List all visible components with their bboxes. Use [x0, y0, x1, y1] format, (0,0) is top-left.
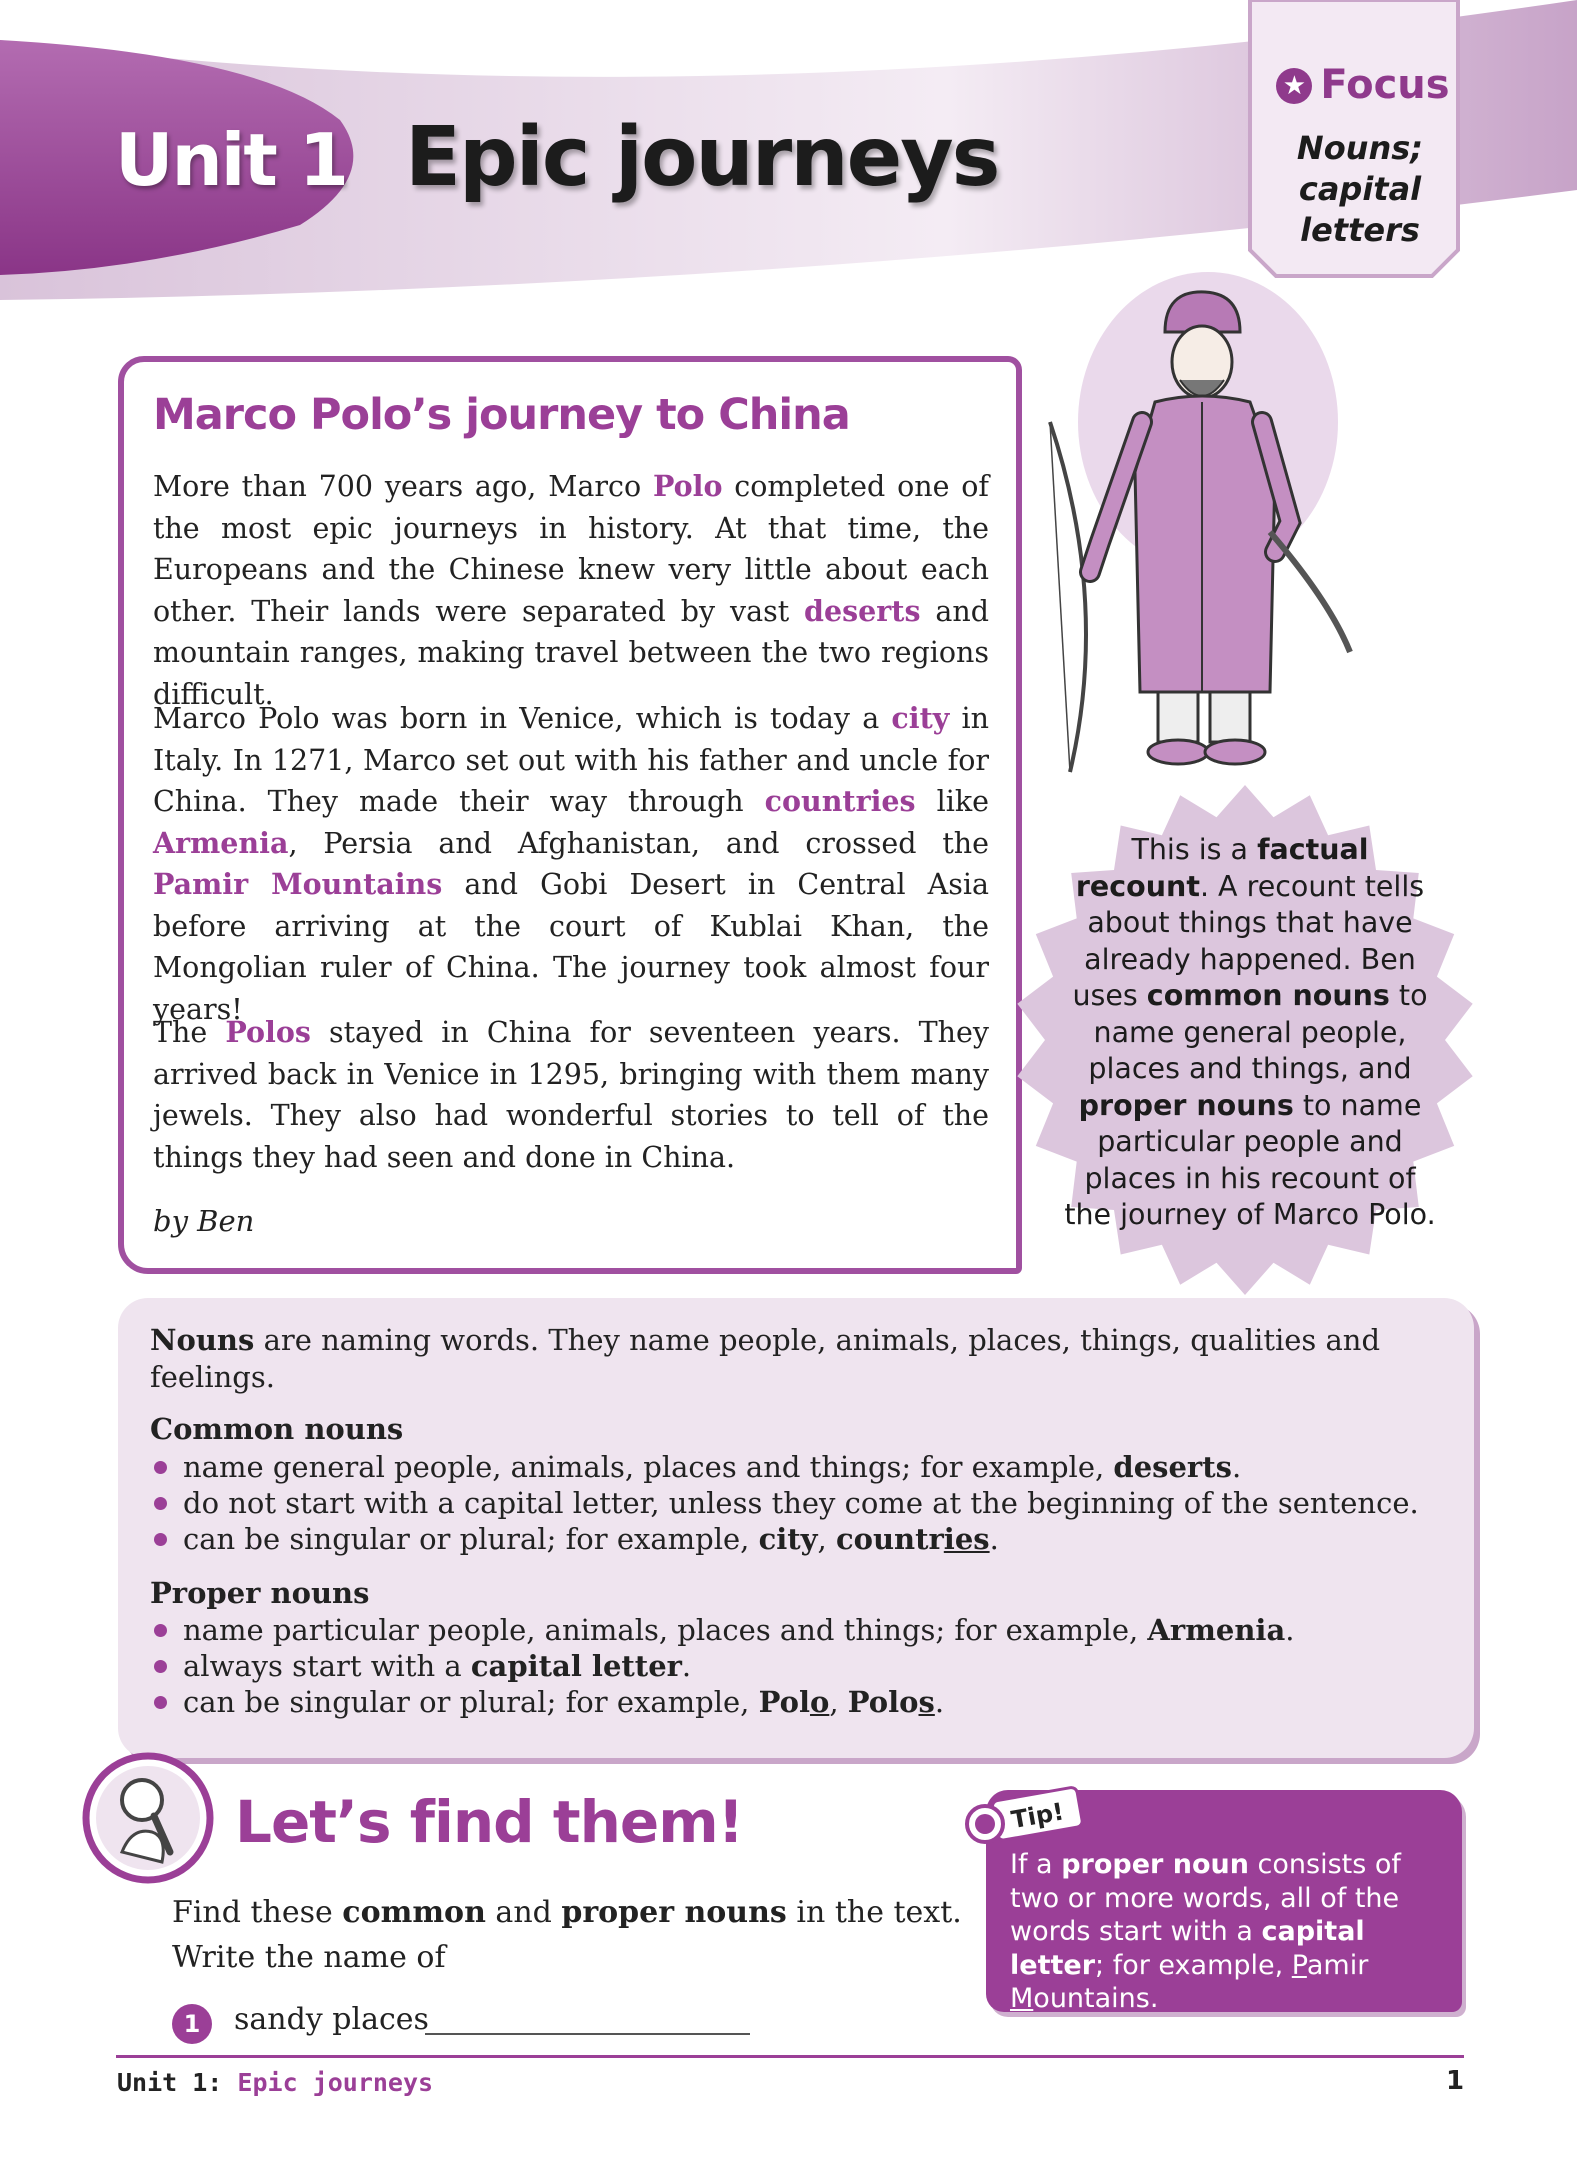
- bold-term: deserts: [1113, 1450, 1232, 1484]
- story-paragraph: [153, 698, 989, 1030]
- text-run: in the text.: [786, 1895, 962, 1930]
- text-run: name particular people, animals, places and things; for example,: [183, 1613, 1148, 1647]
- text-run: are naming words. They name people, animals, places, things, qualities and feelings.: [150, 1323, 1381, 1394]
- list-item: [150, 1612, 1450, 1648]
- text-run: . A recount tells about things that have already happened. Ben uses: [1072, 869, 1425, 1012]
- bold-term: factual recount: [1075, 833, 1369, 903]
- focus-text: [1265, 128, 1455, 251]
- list-item: [150, 1684, 1450, 1720]
- footer-unit: [117, 2068, 433, 2097]
- text-run: like: [915, 785, 989, 818]
- highlight-noun: deserts: [804, 593, 921, 628]
- underlined-suffix: ies: [943, 1522, 990, 1556]
- star-icon: ★: [1276, 68, 1312, 104]
- focus-line: letters: [1300, 211, 1420, 249]
- activity-instruction: [172, 1895, 962, 1930]
- bold-term: capital letter: [470, 1649, 682, 1683]
- activity-instruction: Write the name of: [172, 1940, 446, 1975]
- text-run: Marco Polo was born in Venice, which is today a: [153, 702, 892, 735]
- magnifier-icon: [82, 1752, 214, 1884]
- text-run: and Gobi Desert in Central Asia before arriving at the court of Kublai Khan, the Mongolian ruler of China. The journey took almost four years!: [153, 868, 989, 1026]
- text-run: The: [153, 1016, 226, 1049]
- text-run: amir: [1306, 1949, 1369, 1981]
- text-run: .: [934, 1685, 945, 1719]
- highlight-noun: countries: [764, 784, 916, 818]
- bold-term: common nouns: [1146, 979, 1390, 1012]
- burst-text: [1060, 832, 1440, 1234]
- list-item: [150, 1521, 1450, 1557]
- footer-divider: [116, 2055, 1464, 2058]
- bold-term: common: [342, 1895, 486, 1930]
- bold-term: Polo: [847, 1685, 919, 1719]
- underlined-suffix: o: [809, 1685, 830, 1719]
- text-run: to name particular people and places in his recount of the journey of Marco Polo.: [1064, 1088, 1436, 1231]
- list-item: [150, 1648, 1450, 1684]
- text-run: consists of two or more words, all of the words start with a: [1010, 1849, 1401, 1947]
- text-run: can be singular or plural; for example,: [183, 1522, 759, 1556]
- page-number: 1: [1446, 2066, 1465, 2096]
- text-run: always start with a: [183, 1649, 471, 1683]
- text-run: Find these: [172, 1895, 343, 1930]
- bold-term: city: [758, 1522, 818, 1556]
- activity-title: Let’s find them!: [235, 1788, 744, 1856]
- tip-badge: [955, 1784, 1095, 1854]
- bold-term: proper nouns: [1078, 1088, 1294, 1122]
- underlined-suffix: s: [918, 1685, 935, 1719]
- bold-term: Pol: [758, 1685, 810, 1719]
- bullet-icon: [154, 1533, 167, 1546]
- text-run: .: [1149, 1983, 1159, 2014]
- text-run: If a: [1010, 1849, 1062, 1880]
- common-nouns-heading: Common nouns: [150, 1412, 404, 1446]
- text-run: and mountain ranges, making travel between the two regions difficult.: [153, 594, 989, 711]
- tip-text: [1010, 1848, 1450, 2016]
- text-run: , Persia and Afghanistan, and crossed the: [288, 826, 989, 860]
- nouns-intro: [150, 1322, 1420, 1396]
- question-text: sandy places: [234, 2002, 429, 2037]
- text-run: .: [989, 1522, 999, 1556]
- text-run: ,: [817, 1522, 836, 1556]
- focus-label: Focus: [1320, 62, 1450, 108]
- text-run: .: [1285, 1613, 1295, 1647]
- highlight-noun: Armenia: [153, 825, 289, 860]
- unit-label: Unit 1: [115, 118, 347, 202]
- focus-heading: [1268, 62, 1458, 108]
- bullet-icon: [154, 1461, 167, 1474]
- story-author: by Ben: [153, 1204, 255, 1238]
- text-run: in Italy. In 1271, Marco set out with his father and uncle for China. They made their way through: [153, 702, 989, 818]
- underlined-capital: P: [1291, 1949, 1307, 1981]
- bullet-icon: [154, 1497, 167, 1510]
- focus-line: Nouns;: [1296, 129, 1424, 167]
- text-run: ,: [829, 1685, 848, 1719]
- highlight-noun: Polo: [652, 469, 723, 503]
- bold-term: proper noun: [1061, 1849, 1249, 1880]
- list-item: [150, 1449, 1450, 1485]
- story-title: Marco Polo’s journey to China: [153, 390, 850, 440]
- text-run: ; for example,: [1095, 1949, 1292, 1981]
- bold-term: Armenia: [1147, 1613, 1286, 1647]
- footer-unit-label: Unit 1:: [117, 2068, 223, 2097]
- proper-nouns-heading: Proper nouns: [150, 1576, 370, 1610]
- tip-badge-label: Tip!: [1009, 1797, 1067, 1835]
- footer-title: Epic journeys: [237, 2068, 434, 2097]
- text-run: This is a: [1131, 833, 1258, 866]
- text-run: to name general people, places and things, and: [1088, 979, 1428, 1085]
- text-run: and: [485, 1895, 562, 1930]
- text-run: do not start with a capital letter, unless they come at the beginning of the sentence.: [183, 1486, 1419, 1520]
- highlight-noun: Pamir Mountains: [153, 867, 443, 901]
- story-paragraph: [153, 466, 989, 715]
- answer-line[interactable]: [425, 2033, 750, 2035]
- bold-term: countr: [835, 1522, 944, 1556]
- text-run: .: [1231, 1450, 1242, 1484]
- story-paragraph: [153, 1012, 989, 1178]
- text-run: can be singular or plural; for example,: [183, 1685, 759, 1719]
- highlight-noun: Polos: [225, 1015, 311, 1049]
- text-run: stayed in China for seventeen years. They arrived back in Venice in 1295, bringing with them many jewels. They also had wonderful stories to tell of the things they had seen and done in China.: [153, 1016, 990, 1174]
- page-title: Epic journeys: [405, 110, 999, 205]
- bold-term: Nouns: [150, 1323, 255, 1357]
- bullet-icon: [154, 1696, 167, 1709]
- focus-line: capital: [1298, 170, 1422, 208]
- marco-polo-illustration: [1030, 272, 1370, 812]
- list-item: [150, 1485, 1450, 1521]
- bold-term: capital letter: [1010, 1916, 1365, 1981]
- bold-term: proper nouns: [561, 1895, 787, 1930]
- text-run: completed one of the most epic journeys in history. At that time, the Europeans and the Chinese knew very little about each other. Their lands were separated by vast: [153, 470, 989, 628]
- bullet-icon: [154, 1624, 167, 1637]
- text-run: More than 700 years ago, Marco: [153, 470, 653, 503]
- question-number: 1: [172, 2004, 212, 2044]
- highlight-noun: city: [891, 701, 950, 735]
- underlined-capital: M: [1010, 1983, 1034, 2014]
- text-run: name general people, animals, places and things; for example,: [183, 1450, 1114, 1484]
- text-run: ountains: [1033, 1983, 1150, 2014]
- text-run: .: [681, 1649, 692, 1683]
- bullet-icon: [154, 1660, 167, 1673]
